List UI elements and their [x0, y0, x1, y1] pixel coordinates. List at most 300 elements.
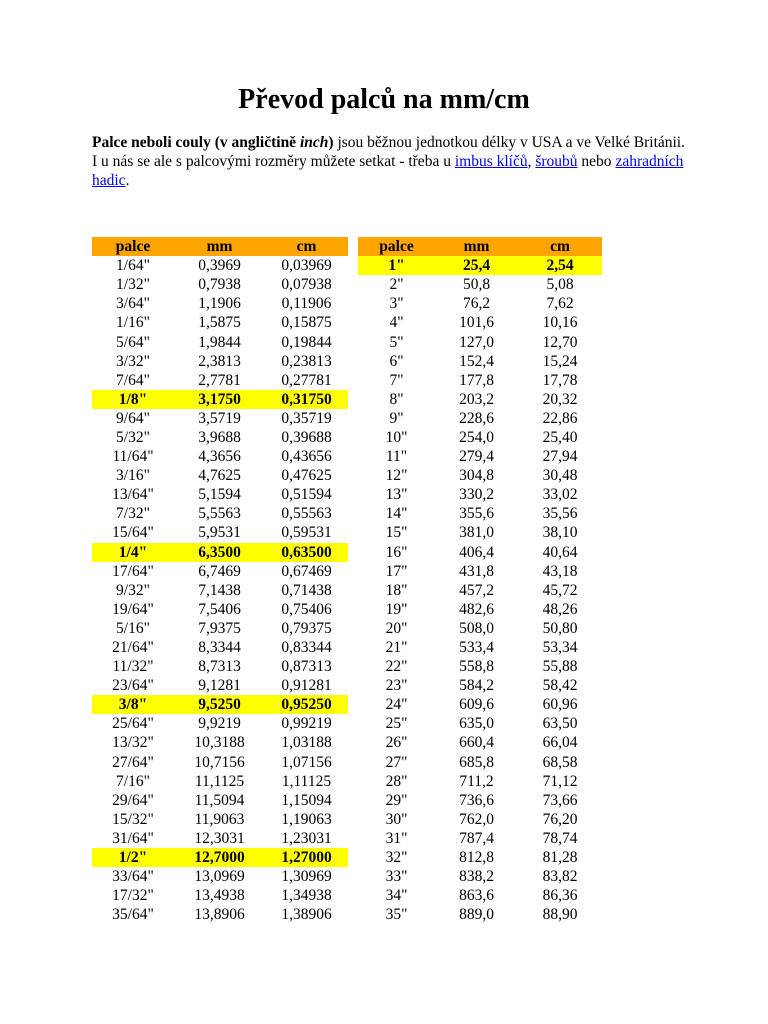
cell-cm: 30,48	[542, 467, 578, 485]
table-row	[92, 733, 602, 752]
table-row	[92, 810, 602, 829]
cell-palce: 35"	[385, 906, 408, 924]
table-row	[92, 848, 602, 867]
cell-cm: 1,27000	[265, 848, 348, 867]
cell-palce: 7"	[389, 371, 404, 389]
cell-mm: 4,3656	[198, 448, 241, 466]
cell-mm: 3,9688	[198, 428, 241, 446]
cell-cm: 48,26	[542, 600, 578, 618]
cell-palce: 17/64"	[112, 562, 154, 580]
cell-mm: 457,2	[459, 581, 494, 599]
cell-palce: 17/32"	[112, 887, 154, 905]
cell-mm: 508,0	[459, 619, 494, 637]
cell-mm: 5,9531	[198, 524, 241, 542]
cell-palce: 22"	[385, 658, 408, 676]
cell-mm: 635,0	[459, 715, 494, 733]
cell-palce: 31/64"	[112, 829, 154, 847]
cell-palce: 11/64"	[112, 448, 154, 466]
table-row	[92, 466, 602, 485]
cell-cm: 0,51594	[281, 486, 332, 504]
cell-palce: 34"	[385, 887, 408, 905]
cell-mm: 1,5875	[198, 314, 241, 332]
cell-palce: 27/64"	[112, 753, 154, 771]
cell-mm: 11,9063	[194, 810, 245, 828]
cell-palce: 3"	[389, 295, 404, 313]
cell-cm: 1,19063	[281, 810, 332, 828]
cell-mm: 355,6	[459, 505, 494, 523]
cell-palce: 1"	[358, 256, 435, 275]
cell-palce: 1/16"	[116, 314, 150, 332]
cell-cm: 86,36	[542, 887, 578, 905]
table-row	[92, 676, 602, 695]
cell-mm: 7,9375	[198, 619, 241, 637]
cell-cm: 35,56	[542, 505, 578, 523]
cell-palce: 23/64"	[112, 677, 154, 695]
cell-palce: 29"	[385, 791, 408, 809]
table-row	[92, 714, 602, 733]
cell-mm: 1,9844	[198, 333, 241, 351]
column-gap	[348, 695, 358, 714]
table-row	[92, 371, 602, 390]
cell-palce: 5/64"	[116, 333, 150, 351]
cell-palce: 30"	[385, 810, 408, 828]
table-row	[92, 390, 602, 409]
cell-mm: 228,6	[459, 409, 494, 427]
cell-mm: 254,0	[459, 428, 494, 446]
cell-mm: 609,6	[459, 696, 494, 714]
cell-mm: 812,8	[459, 849, 494, 867]
table-row	[92, 428, 602, 447]
cell-mm: 10,7156	[194, 753, 245, 771]
table-row	[92, 504, 602, 523]
cell-palce: 35/64"	[112, 906, 154, 924]
cell-palce: 3/64"	[116, 295, 150, 313]
header-mm: mm	[174, 237, 265, 256]
cell-palce: 31"	[385, 829, 408, 847]
cell-cm: 0,19844	[281, 333, 332, 351]
table-row	[92, 294, 602, 313]
header-palce: palce	[358, 237, 435, 256]
column-gap	[348, 905, 358, 924]
cell-mm: 203,2	[459, 390, 494, 408]
cell-palce: 1/4"	[92, 543, 174, 562]
cell-cm: 1,03188	[281, 734, 332, 752]
link-sroubu[interactable]: šroubů	[535, 153, 578, 170]
cell-cm: 1,23031	[281, 829, 332, 847]
cell-cm: 17,78	[542, 371, 578, 389]
cell-palce: 20"	[385, 619, 408, 637]
cell-cm: 12,70	[542, 333, 578, 351]
cell-mm: 13,8906	[194, 906, 245, 924]
cell-mm: 177,8	[459, 371, 494, 389]
column-gap	[348, 485, 358, 504]
cell-cm: 0,95250	[265, 695, 348, 714]
cell-palce: 25"	[385, 715, 408, 733]
cell-cm: 53,34	[542, 639, 578, 657]
cell-palce: 28"	[385, 772, 408, 790]
column-gap	[348, 562, 358, 581]
cell-palce: 3/32"	[116, 352, 150, 370]
cell-cm: 25,40	[542, 428, 578, 446]
cell-mm: 8,7313	[198, 658, 241, 676]
table-row	[92, 772, 602, 791]
table-row	[92, 791, 602, 810]
table-row	[92, 523, 602, 542]
cell-mm: 6,3500	[174, 543, 265, 562]
cell-cm: 83,82	[542, 868, 578, 886]
cell-mm: 3,5719	[198, 409, 241, 427]
intro-bold-text: Palce neboli couly (v angličtině	[92, 134, 300, 151]
header-mm: mm	[435, 237, 518, 256]
cell-mm: 330,2	[459, 486, 494, 504]
cell-mm: 11,5094	[194, 791, 245, 809]
cell-cm: 0,43656	[281, 448, 332, 466]
cell-mm: 10,3188	[194, 734, 245, 752]
cell-palce: 2"	[389, 276, 404, 294]
cell-cm: 1,15094	[281, 791, 332, 809]
cell-cm: 0,27781	[281, 371, 332, 389]
table-row	[92, 753, 602, 772]
cell-mm: 1,1906	[198, 295, 241, 313]
table-row	[92, 905, 602, 924]
cell-cm: 1,34938	[281, 887, 332, 905]
column-gap	[348, 810, 358, 829]
page-title: Převod palců na mm/cm	[238, 84, 530, 115]
column-gap	[348, 733, 358, 752]
cell-mm: 304,8	[459, 467, 494, 485]
cell-palce: 4"	[389, 314, 404, 332]
cell-cm: 0,07938	[281, 276, 332, 294]
table-row	[92, 256, 602, 275]
cell-mm: 9,1281	[198, 677, 241, 695]
cell-cm: 66,04	[542, 734, 578, 752]
table-row	[92, 581, 602, 600]
cell-cm: 0,99219	[281, 715, 332, 733]
table-row	[92, 829, 602, 848]
cell-cm: 1,38906	[281, 906, 332, 924]
cell-cm: 73,66	[542, 791, 578, 809]
cell-mm: 4,7625	[198, 467, 241, 485]
cell-mm: 533,4	[459, 639, 494, 657]
cell-cm: 88,90	[542, 906, 578, 924]
table-header-row	[92, 237, 602, 256]
column-gap	[348, 657, 358, 676]
column-gap	[348, 791, 358, 810]
cell-cm: 1,07156	[281, 753, 332, 771]
cell-cm: 1,30969	[281, 868, 332, 886]
table-row	[92, 886, 602, 905]
cell-mm: 8,3344	[198, 639, 241, 657]
cell-mm: 889,0	[459, 906, 494, 924]
cell-palce: 19"	[385, 600, 408, 618]
cell-cm: 0,71438	[281, 581, 332, 599]
cell-palce: 1/2"	[92, 848, 174, 867]
intro-text: jsou běžnou jednotkou délky v USA a ve Velké Británii. I u nás se ale s palcovými rozměry můžete setkat - třeba u	[92, 134, 685, 170]
cell-cm: 7,62	[546, 295, 574, 313]
cell-cm: 15,24	[542, 352, 578, 370]
table-row	[92, 619, 602, 638]
cell-cm: 27,94	[542, 448, 578, 466]
cell-palce: 15/32"	[112, 810, 154, 828]
table-row	[92, 543, 602, 562]
cell-cm: 68,58	[542, 753, 578, 771]
column-gap	[348, 409, 358, 428]
intro-paragraph	[92, 133, 692, 190]
cell-mm: 3,1750	[174, 390, 265, 409]
cell-mm: 762,0	[459, 810, 494, 828]
cell-mm: 7,5406	[198, 600, 241, 618]
cell-cm: 0,91281	[281, 677, 332, 695]
cell-mm: 558,8	[459, 658, 494, 676]
cell-mm: 787,4	[459, 829, 494, 847]
cell-mm: 12,3031	[194, 829, 245, 847]
cell-cm: 76,20	[542, 810, 578, 828]
cell-palce: 19/64"	[112, 600, 154, 618]
cell-mm: 127,0	[459, 333, 494, 351]
intro-separator: ,	[527, 153, 536, 170]
column-gap	[348, 390, 358, 409]
cell-palce: 21/64"	[112, 639, 154, 657]
cell-palce: 10"	[385, 428, 408, 446]
cell-mm: 736,6	[459, 791, 494, 809]
cell-mm: 11,1125	[194, 772, 245, 790]
cell-cm: 81,28	[542, 849, 578, 867]
column-gap	[348, 275, 358, 294]
cell-palce: 15/64"	[112, 524, 154, 542]
cell-cm: 0,83344	[281, 639, 332, 657]
column-gap	[348, 237, 358, 256]
cell-mm: 0,3969	[198, 257, 241, 275]
column-gap	[348, 294, 358, 313]
table-row	[92, 867, 602, 886]
cell-palce: 1/64"	[116, 257, 150, 275]
cell-palce: 17"	[385, 562, 408, 580]
cell-cm: 45,72	[542, 581, 578, 599]
cell-palce: 33"	[385, 868, 408, 886]
cell-palce: 9/64"	[116, 409, 150, 427]
cell-cm: 0,79375	[281, 619, 332, 637]
cell-palce: 1/32"	[116, 276, 150, 294]
column-gap	[348, 332, 358, 351]
cell-palce: 33/64"	[112, 868, 154, 886]
link-imbus-klicu[interactable]: imbus klíčů	[454, 153, 528, 170]
cell-mm: 7,1438	[198, 581, 241, 599]
cell-palce: 5"	[389, 333, 404, 351]
cell-palce: 9"	[389, 409, 404, 427]
table-row	[92, 275, 602, 294]
cell-mm: 838,2	[459, 868, 494, 886]
cell-mm: 482,6	[459, 600, 494, 618]
table-row	[92, 657, 602, 676]
cell-mm: 25,4	[435, 256, 518, 275]
cell-cm: 0,35719	[281, 409, 332, 427]
cell-cm: 0,03969	[281, 257, 332, 275]
cell-cm: 60,96	[542, 696, 578, 714]
cell-cm: 71,12	[542, 772, 578, 790]
cell-cm: 1,11125	[281, 772, 332, 790]
cell-palce: 11"	[385, 448, 408, 466]
cell-mm: 152,4	[459, 352, 494, 370]
cell-palce: 25/64"	[112, 715, 154, 733]
column-gap	[348, 753, 358, 772]
table-row	[92, 352, 602, 371]
cell-mm: 381,0	[459, 524, 494, 542]
cell-palce: 6"	[389, 352, 404, 370]
cell-palce: 24"	[385, 696, 408, 714]
cell-mm: 12,7000	[174, 848, 265, 867]
cell-cm: 0,63500	[265, 543, 348, 562]
cell-mm: 863,6	[459, 887, 494, 905]
table-row	[92, 447, 602, 466]
column-gap	[348, 466, 358, 485]
cell-cm: 0,11906	[281, 295, 332, 313]
cell-palce: 16"	[385, 543, 408, 561]
cell-palce: 3/8"	[92, 695, 174, 714]
column-gap	[348, 256, 358, 275]
cell-mm: 660,4	[459, 734, 494, 752]
cell-cm: 0,55563	[281, 505, 332, 523]
cell-cm: 78,74	[542, 829, 578, 847]
table-body	[92, 256, 602, 924]
cell-palce: 7/64"	[116, 371, 150, 389]
cell-palce: 15"	[385, 524, 408, 542]
cell-mm: 13,0969	[194, 868, 245, 886]
cell-cm: 43,18	[542, 562, 578, 580]
conversion-table	[92, 237, 602, 924]
column-gap	[348, 638, 358, 657]
cell-cm: 2,54	[518, 256, 602, 275]
header-palce: palce	[92, 237, 174, 256]
header-cm: cm	[518, 237, 602, 256]
column-gap	[348, 371, 358, 390]
table-row	[92, 638, 602, 657]
cell-mm: 76,2	[462, 295, 491, 313]
table-row	[92, 409, 602, 428]
cell-cm: 0,67469	[281, 562, 332, 580]
column-gap	[348, 619, 358, 638]
cell-cm: 0,31750	[265, 390, 348, 409]
column-gap	[348, 772, 358, 791]
table-row	[92, 485, 602, 504]
cell-palce: 3/16"	[116, 467, 150, 485]
cell-mm: 5,1594	[198, 486, 241, 504]
intro-bold-lead	[92, 134, 334, 151]
column-gap	[348, 676, 358, 695]
column-gap	[348, 600, 358, 619]
cell-palce: 9/32"	[116, 581, 150, 599]
cell-cm: 22,86	[542, 409, 578, 427]
cell-mm: 6,7469	[198, 562, 241, 580]
cell-palce: 13/32"	[112, 734, 154, 752]
cell-palce: 21"	[385, 639, 408, 657]
column-gap	[348, 867, 358, 886]
column-gap	[348, 848, 358, 867]
cell-palce: 32"	[385, 849, 408, 867]
cell-cm: 0,47625	[281, 467, 332, 485]
cell-palce: 13/64"	[112, 486, 154, 504]
cell-palce: 8"	[389, 390, 404, 408]
cell-mm: 431,8	[459, 562, 494, 580]
column-gap	[348, 447, 358, 466]
cell-cm: 10,16	[542, 314, 578, 332]
link-zahradnich-hadic[interactable]: zahradních hadic	[92, 153, 684, 189]
cell-mm: 711,2	[459, 772, 494, 790]
cell-mm: 5,5563	[198, 505, 241, 523]
cell-cm: 40,64	[542, 543, 578, 561]
cell-mm: 279,4	[459, 448, 494, 466]
column-gap	[348, 428, 358, 447]
column-gap	[348, 504, 358, 523]
cell-mm: 9,5250	[174, 695, 265, 714]
cell-palce: 12"	[385, 467, 408, 485]
cell-palce: 14"	[385, 505, 408, 523]
cell-cm: 55,88	[542, 658, 578, 676]
intro-bold-close: )	[328, 134, 334, 151]
cell-cm: 63,50	[542, 715, 578, 733]
cell-cm: 0,15875	[281, 314, 332, 332]
cell-cm: 0,75406	[281, 600, 332, 618]
table-row	[92, 332, 602, 351]
cell-mm: 2,7781	[198, 371, 241, 389]
cell-cm: 0,39688	[281, 428, 332, 446]
cell-cm: 5,08	[546, 276, 574, 294]
cell-mm: 13,4938	[194, 887, 245, 905]
table-row	[92, 562, 602, 581]
table-row	[92, 695, 602, 714]
cell-palce: 27"	[385, 753, 408, 771]
column-gap	[348, 581, 358, 600]
cell-palce: 26"	[385, 734, 408, 752]
cell-cm: 38,10	[542, 524, 578, 542]
column-gap	[348, 543, 358, 562]
column-gap	[348, 714, 358, 733]
cell-cm: 0,23813	[281, 352, 332, 370]
intro-italic-term: inch	[299, 134, 329, 151]
column-gap	[348, 829, 358, 848]
cell-mm: 584,2	[459, 677, 494, 695]
cell-palce: 18"	[385, 581, 408, 599]
cell-mm: 406,4	[459, 543, 494, 561]
cell-mm: 2,3813	[198, 352, 241, 370]
cell-palce: 5/32"	[116, 428, 150, 446]
cell-cm: 50,80	[542, 619, 578, 637]
cell-palce: 7/32"	[116, 505, 150, 523]
cell-mm: 9,9219	[198, 715, 241, 733]
cell-cm: 0,87313	[281, 658, 332, 676]
cell-cm: 58,42	[542, 677, 578, 695]
cell-cm: 0,59531	[281, 524, 332, 542]
cell-mm: 50,8	[462, 276, 491, 294]
cell-cm: 33,02	[542, 486, 578, 504]
cell-palce: 1/8"	[92, 390, 174, 409]
cell-mm: 101,6	[459, 314, 494, 332]
cell-palce: 13"	[385, 486, 408, 504]
intro-end: .	[125, 172, 130, 189]
cell-palce: 23"	[385, 677, 408, 695]
cell-palce: 29/64"	[112, 791, 154, 809]
header-cm: cm	[265, 237, 348, 256]
cell-mm: 685,8	[459, 753, 494, 771]
cell-palce: 11/32"	[112, 658, 154, 676]
cell-palce: 7/16"	[116, 772, 150, 790]
column-gap	[348, 313, 358, 332]
cell-cm: 20,32	[542, 390, 578, 408]
table-row	[92, 600, 602, 619]
column-gap	[348, 886, 358, 905]
cell-mm: 0,7938	[198, 276, 241, 294]
intro-separator: nebo	[577, 153, 616, 170]
column-gap	[348, 523, 358, 542]
